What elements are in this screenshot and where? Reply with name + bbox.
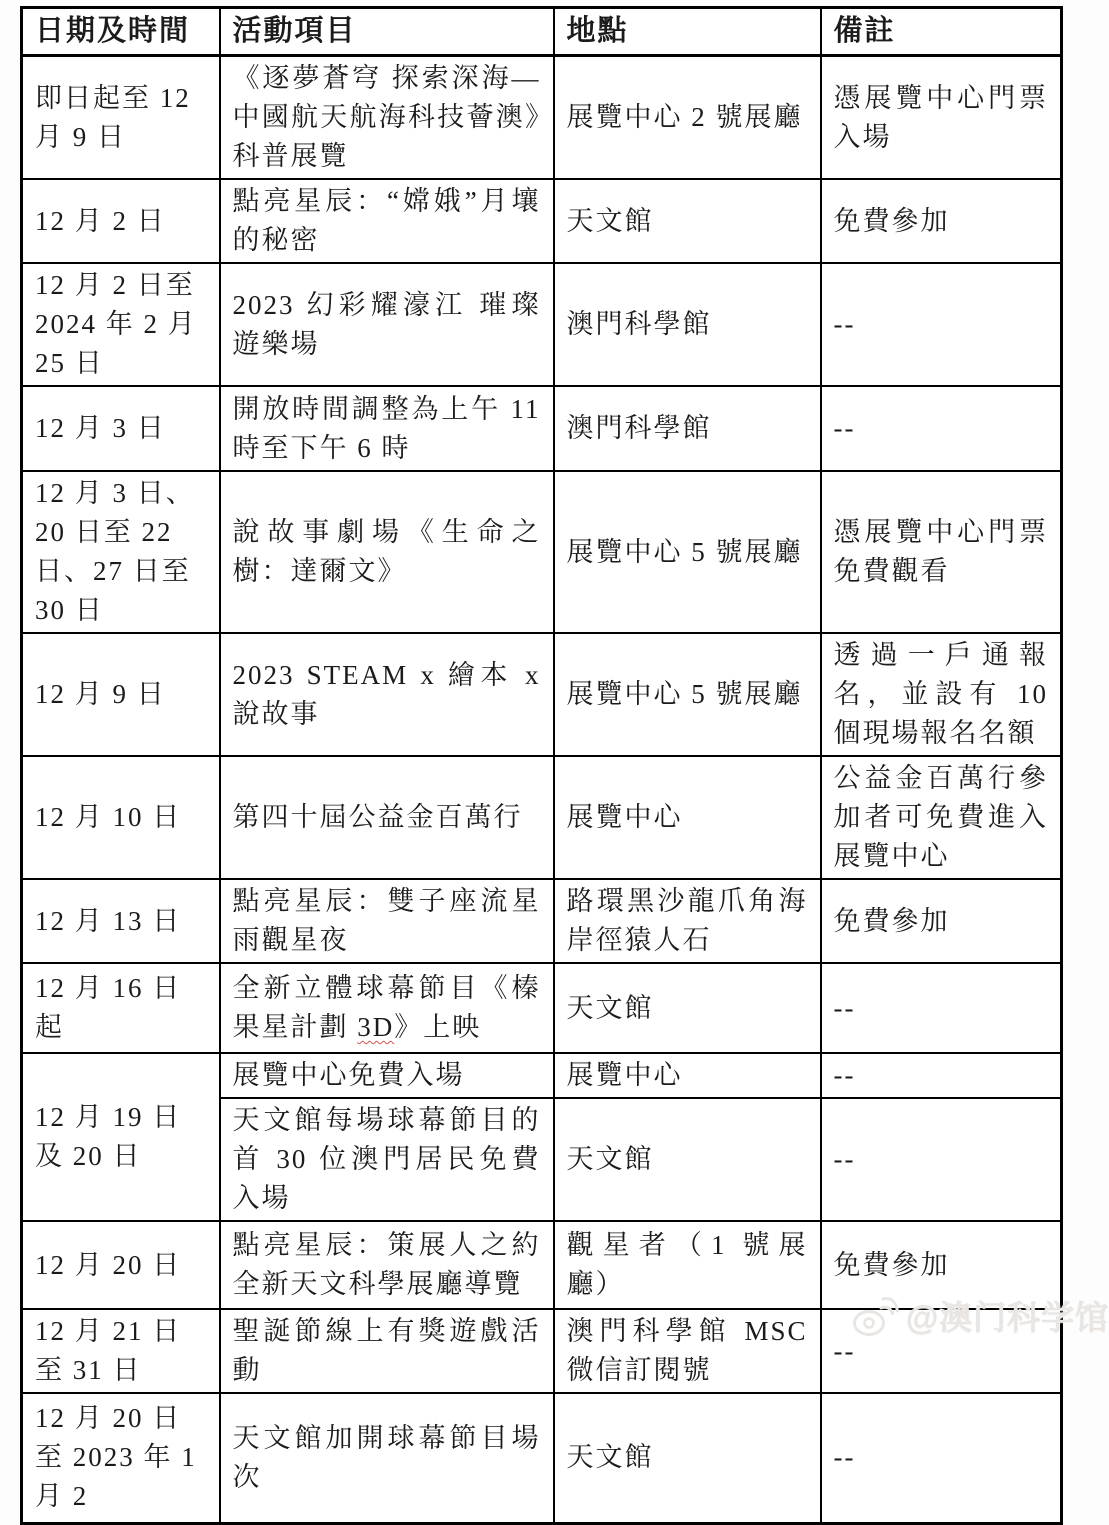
date-cell: 12 月 2 日 (22, 179, 220, 263)
note-cell: 免費參加 (821, 179, 1062, 263)
note-cell: -- (821, 1393, 1062, 1523)
date-cell: 12 月 20 日至 2023 年 1 月 2 (22, 1393, 220, 1523)
note-cell: -- (821, 1053, 1062, 1098)
note-cell: 透過一戶通報名，並設有 10 個現場報名名額 (821, 633, 1062, 756)
activity-cell: 天文館每場球幕節目的首 30 位澳門居民免費入場 (220, 1098, 554, 1221)
watermark-text: @澳门科学馆 (906, 1299, 1109, 1336)
location-cell: 天文館 (554, 179, 821, 263)
header-row (22, 8, 1062, 56)
date-cell: 12 月 13 日 (22, 879, 220, 963)
activity-cell: 開放時間調整為上午 11 時至下午 6 時 (220, 386, 554, 471)
note-cell: 免費參加 (821, 879, 1062, 963)
date-cell: 12 月 20 日 (22, 1221, 220, 1309)
date-cell: 12 月 21 日至 31 日 (22, 1309, 220, 1393)
table-row (22, 1053, 1062, 1098)
location-cell: 展覽中心 5 號展廳 (554, 471, 821, 633)
note-cell: -- (821, 963, 1062, 1053)
date-cell: 即日起至 12 月 9 日 (22, 56, 220, 180)
location-cell: 澳門科學館 MSC 微信訂閱號 (554, 1309, 821, 1393)
activity-cell: 展覽中心免費入場 (220, 1053, 554, 1098)
location-cell: 觀星者（1 號展廳） (554, 1221, 821, 1309)
location-cell: 展覽中心 (554, 1053, 821, 1098)
note-cell: -- (821, 1309, 1062, 1393)
table-row (22, 1221, 1062, 1309)
table-row (22, 963, 1062, 1053)
note-cell: 免費參加 (821, 1221, 1062, 1309)
table-row (22, 471, 1062, 633)
activity-cell: 第四十屆公益金百萬行 (220, 756, 554, 879)
date-cell: 12 月 3 日、20 日至 22 日、27 日至 30 日 (22, 471, 220, 633)
location-cell: 澳門科學館 (554, 386, 821, 471)
table-row (22, 1309, 1062, 1393)
table-row (22, 56, 1062, 180)
activity-cell: 點亮星辰：雙子座流星雨觀星夜 (220, 879, 554, 963)
table-row (22, 386, 1062, 471)
date-cell: 12 月 10 日 (22, 756, 220, 879)
table-row (22, 879, 1062, 963)
activity-cell: 點亮星辰：“嫦娥”月壤的秘密 (220, 179, 554, 263)
column-header-location: 地點 (554, 8, 821, 56)
location-cell: 展覽中心 2 號展廳 (554, 56, 821, 180)
note-cell: -- (821, 1098, 1062, 1221)
location-cell: 天文館 (554, 1098, 821, 1221)
date-cell: 12 月 3 日 (22, 386, 220, 471)
date-cell: 12 月 2 日至 2024 年 2 月 25 日 (22, 263, 220, 386)
location-cell: 展覽中心 5 號展廳 (554, 633, 821, 756)
date-cell: 12 月 16 日起 (22, 963, 220, 1053)
activity-cell: 全新立體球幕節目《榛果星計劃 3D》上映 (220, 963, 554, 1053)
activity-cell: 點亮星辰：策展人之約全新天文科學展廳導覽 (220, 1221, 554, 1309)
note-cell: 公益金百萬行參加者可免費進入展覽中心 (821, 756, 1062, 879)
location-cell: 展覽中心 (554, 756, 821, 879)
column-header-activity: 活動項目 (220, 8, 554, 56)
note-cell: -- (821, 263, 1062, 386)
note-cell: 憑展覽中心門票免費觀看 (821, 471, 1062, 633)
location-cell: 天文館 (554, 963, 821, 1053)
table-row (22, 756, 1062, 879)
date-cell: 12 月 9 日 (22, 633, 220, 756)
date-cell: 12 月 19 日及 20 日 (22, 1053, 220, 1221)
events-table (20, 6, 1063, 1525)
table-row (22, 1393, 1062, 1523)
location-cell: 天文館 (554, 1393, 821, 1523)
column-header-date: 日期及時間 (22, 8, 220, 56)
location-cell: 路環黑沙龍爪角海岸徑猿人石 (554, 879, 821, 963)
activity-cell: 2023 幻彩耀濠江 璀璨遊樂場 (220, 263, 554, 386)
table-row (22, 633, 1062, 756)
activity-cell: 天文館加開球幕節目場次 (220, 1393, 554, 1523)
activity-cell: 聖誕節線上有獎遊戲活動 (220, 1309, 554, 1393)
table-row (22, 263, 1062, 386)
activity-cell: 說故事劇場《生命之樹：達爾文》 (220, 471, 554, 633)
activity-cell: 2023 STEAM x 繪本 x 說故事 (220, 633, 554, 756)
note-cell: -- (821, 386, 1062, 471)
column-header-note: 備註 (821, 8, 1062, 56)
note-cell: 憑展覽中心門票入場 (821, 56, 1062, 180)
table-row (22, 179, 1062, 263)
location-cell: 澳門科學館 (554, 263, 821, 386)
activity-cell: 《逐夢蒼穹 探索深海—中國航天航海科技薈澳》科普展覽 (220, 56, 554, 180)
